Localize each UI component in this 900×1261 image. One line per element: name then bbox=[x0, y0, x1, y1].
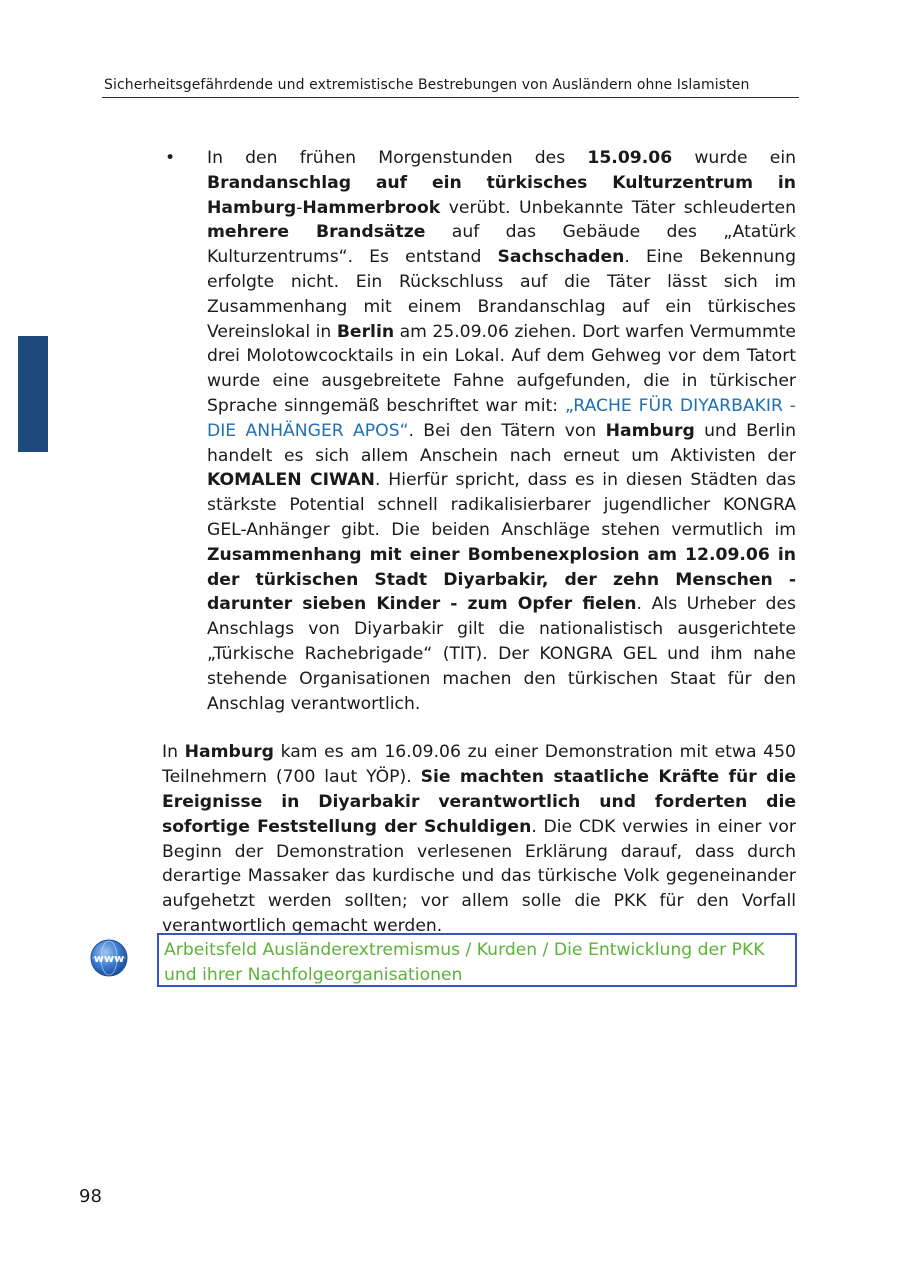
running-header: Sicherheitsgefährdende und extremistische Bestrebungen von Ausländern ohne Islamisten bbox=[104, 77, 750, 93]
bold-text-segment: Sachschaden bbox=[497, 247, 625, 268]
text-segment: . Als Urheber des Anschlags von Diyarbakir gilt die nationalistisch ausgerichtete „Türkische Rachebrigade“ (TIT). Der KONGRA GEL und ihm nahe stehende Organisationen machen den türkischen Staat für den Anschlag verantwortlich. bbox=[207, 594, 796, 714]
bold-text-segment: Zusammenhang mit einer Bombenexplosion am 12.09.06 in der türkischen Stadt Diyarbakir, der zehn Menschen - darunter sieben Kinder - zum Opfer fielen bbox=[207, 544, 796, 615]
body-paragraph bbox=[162, 740, 796, 938]
text-segment: . Eine Bekennung erfolgte nicht. Ein Rückschluss auf die Täter lässt sich im Zusammenhang mit einem Brandanschlag auf ein türkisches Vereinslokal in bbox=[207, 247, 796, 342]
bullet-item bbox=[162, 146, 796, 716]
bold-text-segment: Sie machten staatliche Kräfte für die Ereignisse in Diyarbakir verantwortlich und forderten die sofortige Feststellung der Schuldigen bbox=[162, 767, 796, 837]
text-segment: am 25.09.06 ziehen. Dort warfen Vermummte drei Molotowcocktails in ein Lokal. Auf dem Gehweg vor dem Tatort wurde eine ausgebreitete Fahne aufgefunden, die in türkischer Sprache sinngemäß beschriftet war mit: bbox=[207, 321, 797, 416]
text-segment: - bbox=[296, 197, 303, 218]
header-rule bbox=[102, 97, 799, 98]
www-icon-label: www bbox=[93, 952, 125, 965]
chapter-tab-marker bbox=[18, 336, 48, 452]
text-segment: verübt. Unbekannte Täter schleuderten bbox=[440, 197, 796, 218]
bold-text-segment: Hamburg bbox=[605, 420, 695, 441]
text-segment: . Die CDK verwies in einer vor Beginn der Demonstration verlesenen Erklärung darauf, dass durch derartige Massaker das kurdische und das türkische Volk gegeneinander aufgehetzt werden sollten; vor allem solle die PKK für den Vorfall verantwortlich gemacht werden. bbox=[162, 816, 796, 936]
text-segment: kam es am 16.09.06 zu einer Demonstration mit etwa 450 Teilnehmern (700 laut YÖP). bbox=[162, 742, 796, 788]
quote-text-segment: „RACHE FÜR DIYARBAKIR - DIE ANHÄNGER APOS“ bbox=[207, 395, 796, 441]
bullet-text bbox=[207, 146, 796, 716]
bold-text-segment: Brandanschlag auf ein türkisches Kulturzentrum in Hamburg bbox=[207, 172, 796, 218]
related-topic-link[interactable]: Arbeitsfeld Ausländerextremismus / Kurden / Die Entwicklung der PKK und ihrer Nachfolgeorganisationen bbox=[157, 933, 797, 987]
bullet-dot: • bbox=[165, 148, 176, 168]
text-segment: . Bei den Tätern von bbox=[408, 420, 606, 441]
bold-text-segment: Hamburg bbox=[184, 742, 274, 763]
text-segment: . Hierfür spricht, dass es in diesen Städten das stärkste Potential schnell radikalisierbarer jugendlicher KONGRA GEL-Anhänger gibt. Die beiden Anschläge stehen vermutlich im bbox=[207, 470, 796, 540]
text-segment: wurde ein bbox=[672, 148, 796, 168]
text-segment: und Berlin handelt es sich allem Anschein nach erneut um Aktivisten der bbox=[207, 420, 796, 466]
bold-text-segment: mehrere Brandsätze bbox=[207, 222, 426, 243]
bold-text-segment: Berlin bbox=[336, 321, 395, 342]
text-segment: In bbox=[162, 742, 185, 763]
bold-text-segment: KOMALEN CIWAN bbox=[207, 470, 375, 491]
bold-text-segment: 15.09.06 bbox=[587, 148, 673, 168]
page-number: 98 bbox=[79, 1186, 102, 1207]
text-segment: auf das Gebäude des „Atatürk Kulturzentrums“. Es entstand bbox=[207, 222, 796, 268]
text-segment: In den frühen Morgenstunden des bbox=[207, 148, 588, 168]
bold-text-segment: Hammerbrook bbox=[302, 197, 441, 218]
main-content bbox=[162, 146, 796, 939]
www-globe-icon[interactable] bbox=[90, 939, 128, 977]
